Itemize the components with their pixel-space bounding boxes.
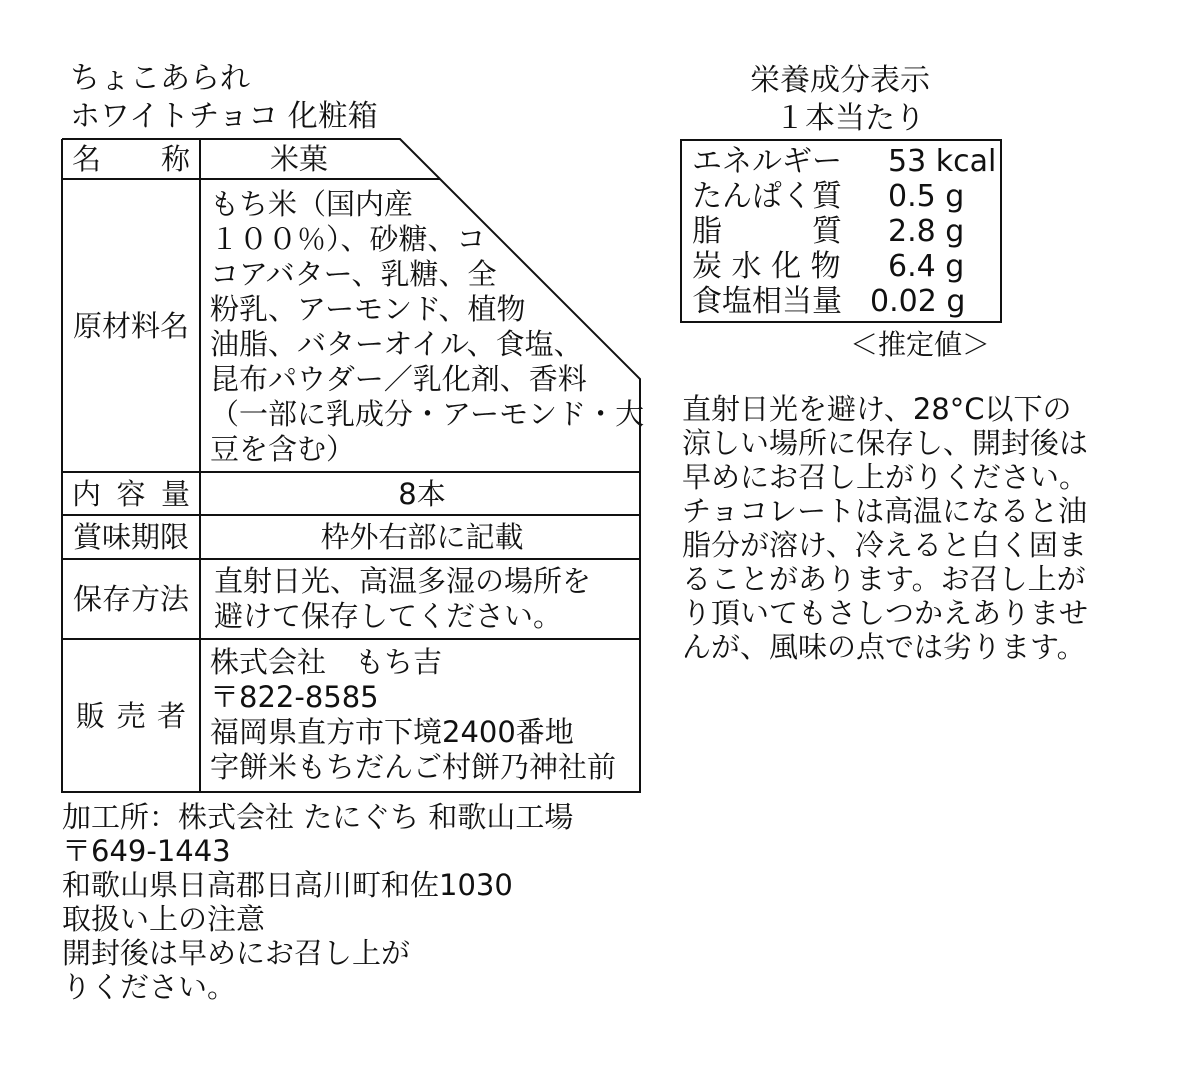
product-title: ちょこあられ (70, 61, 250, 96)
nutrition-row (692, 215, 1002, 249)
nutrition-per: １本当たり (775, 101, 925, 136)
nutrition-name: 食塩相当量 (692, 284, 842, 319)
ingredients-line: 油脂、バターオイル、食塩、 (210, 327, 583, 361)
processor-line: 〒649-1443 (62, 834, 231, 868)
nutrition-row (692, 250, 1002, 284)
nutrition-value: 6.4 g (888, 249, 965, 284)
nutrition-value: 0.02 g (870, 284, 966, 319)
processor-info (62, 800, 573, 1004)
nutrition-row (692, 145, 1002, 179)
seller-line: 〒822-8585 (210, 680, 379, 714)
handling-line: 開封後は早めにお召し上が (62, 936, 411, 970)
notice-line: 脂分が溶け、冷えると白く固ま (682, 528, 1087, 562)
processor-line: 加工所：株式会社 たにぐち 和歌山工場 (62, 800, 574, 834)
storage-notice (682, 392, 1088, 664)
ingredients-line: もち米（国内産 (210, 187, 414, 221)
ingredients-line: １００％）、砂糖、コ (210, 222, 486, 256)
notice-line: り頂いてもさしつかえありませ (682, 596, 1089, 630)
seller-label: 販 売 者 (76, 698, 186, 733)
storage-line: 避けて保存してください。 (214, 599, 563, 633)
nutrition-note: ＜推定値＞ (850, 328, 991, 361)
nutrition-row (692, 180, 1002, 214)
expiry-value: 枠外右部に記載 (320, 520, 524, 554)
ingredients-line: 昆布パウダー／乳化剤、香料 (210, 362, 587, 396)
notice-line: 早めにお召し上がりください。 (682, 460, 1089, 494)
nutrition-value: 0.5 g (888, 179, 965, 214)
handling-heading: 取扱い上の注意 (62, 902, 266, 936)
nutrition-name: 脂 質 (692, 214, 842, 249)
nutrition-value: 2.8 g (888, 214, 965, 249)
nutrition-name: 炭 水 化 物 (692, 249, 841, 284)
nutrition-value: 53 kcal (888, 144, 997, 179)
ingredients-line: 豆を含む） (210, 432, 356, 466)
name-label: 名 称 (72, 142, 190, 176)
ingredients-line: コアバター、乳糖、全 (210, 257, 497, 291)
handling-line: りください。 (62, 970, 237, 1004)
expiry-label: 賞味期限 (72, 520, 189, 554)
nutrition-name: たんぱく質 (692, 179, 842, 214)
name-value: 米菓 (270, 142, 329, 176)
storage-line: 直射日光、高温多湿の場所を (214, 564, 592, 598)
product-label-table (62, 139, 645, 792)
product-subtitle: ホワイトチョコ 化粧箱 (70, 99, 378, 134)
ingredients-line: 粉乳、アーモンド、植物 (210, 292, 526, 326)
seller-value (210, 645, 616, 785)
ingredients-value (210, 187, 644, 467)
seller-line: 福岡県直方市下境2400番地 (210, 715, 574, 749)
seller-line: 株式会社 もち吉 (210, 645, 443, 679)
notice-line: ることがあります。お召し上が (682, 562, 1086, 596)
notice-line: 直射日光を避け、28°C以下の (682, 392, 1072, 426)
notice-line: んが、風味の点では劣ります。 (682, 630, 1086, 664)
nutrition-table (680, 139, 1002, 323)
processor-line: 和歌山県日高郡日高川町和佐1030 (62, 868, 513, 902)
notice-line: 涼しい場所に保存し、開封後は (682, 426, 1089, 460)
nutrition-name: エネルギー (692, 144, 842, 179)
ingredients-label: 原材料名 (72, 308, 189, 343)
storage-value (214, 564, 591, 634)
notice-line: チョコレートは高温になると油 (682, 494, 1088, 528)
nutrition-title: 栄養成分表示 (750, 63, 930, 98)
storage-label: 保存方法 (72, 582, 189, 616)
ingredients-line: （一部に乳成分・アーモンド・大 (210, 397, 645, 431)
seller-line: 字餅米もちだんご村餅乃神社前 (210, 750, 617, 784)
content-label: 内 容 量 (72, 477, 190, 511)
content-value: 8本 (398, 477, 446, 511)
nutrition-row (692, 285, 1002, 319)
